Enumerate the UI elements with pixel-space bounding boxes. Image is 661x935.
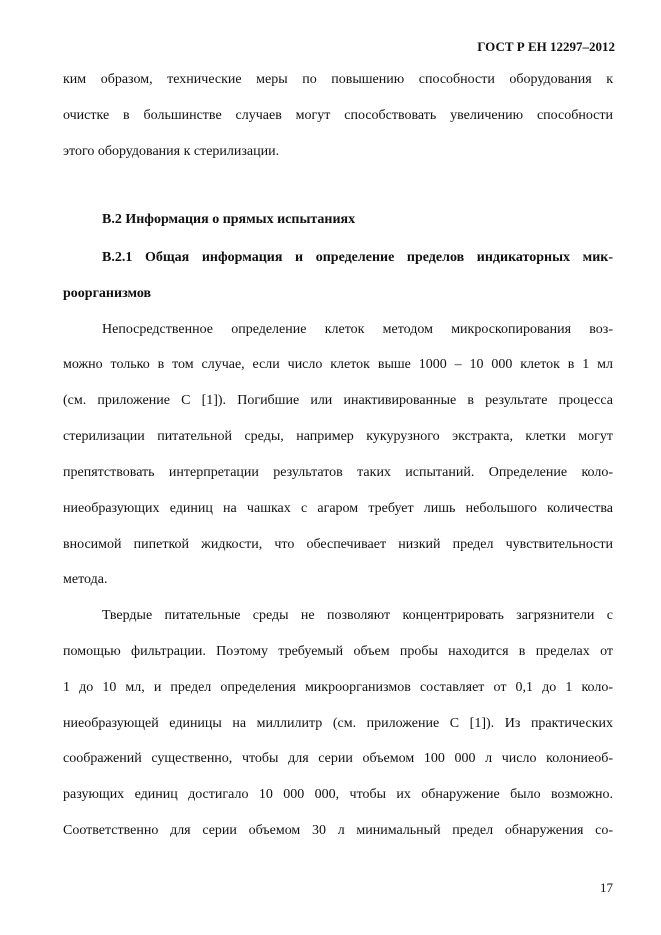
section-heading-b21: В.2.1 Общая информация и определение пределов индикаторных мик- [102, 250, 613, 265]
body-text-line: очистке в большинстве случаев могут способствовать увеличению способности [63, 108, 613, 123]
document-id-header: ГОСТ Р ЕН 12297–2012 [477, 39, 615, 54]
body-text-line: можно только в том случае, если число клеток выше 1000 – 10 000 клеток в 1 мл [63, 357, 613, 372]
body-text-line: (см. приложение С [1]). Погибшие или инактивированные в результате процесса [63, 393, 613, 408]
body-text-line: соображений существенно, чтобы для серии объемом 100 000 л число колониеоб- [63, 751, 613, 766]
section-heading-b2: В.2 Информация о прямых испытаниях [102, 212, 356, 227]
body-text-line: 1 до 10 мл, и предел определения микроорганизмов составляет от 0,1 до 1 коло- [63, 680, 613, 695]
section-heading-b21-cont: роорганизмов [63, 286, 152, 301]
body-text-line: разующих единиц достигало 10 000 000, чтобы их обнаружение было возможно. [63, 787, 613, 802]
body-text-line: вносимой пипеткой жидкости, что обеспечивает низкий предел чувствительности [63, 537, 613, 552]
body-text-line: Непосредственное определение клеток методом микроскопирования воз- [102, 322, 613, 337]
body-text-line: ниеобразующей единицы на миллилитр (см. приложение С [1]). Из практических [63, 716, 613, 731]
body-text-line: этого оборудования к стерилизации. [63, 144, 280, 159]
body-text-line: препятствовать интерпретации результатов таких испытаний. Определение коло- [63, 465, 613, 480]
body-text-line: метода. [63, 572, 108, 587]
body-text-line: Твердые питательные среды не позволяют концентрировать загрязнители с [102, 608, 613, 623]
body-text-line: ким образом, технические меры по повышению способности оборудования к [63, 72, 613, 87]
body-text-line: стерилизации питательной среды, например кукурузного экстракта, клетки могут [63, 429, 613, 444]
page-number: 17 [600, 880, 613, 895]
body-text-line: помощью фильтрации. Поэтому требуемый объем пробы находится в пределах от [63, 644, 613, 659]
body-text-line: Соответственно для серии объемом 30 л минимальный предел обнаружения со- [63, 823, 613, 838]
body-text-line: ниеобразующих единиц на чашках с агаром требует лишь небольшого количества [63, 501, 613, 516]
